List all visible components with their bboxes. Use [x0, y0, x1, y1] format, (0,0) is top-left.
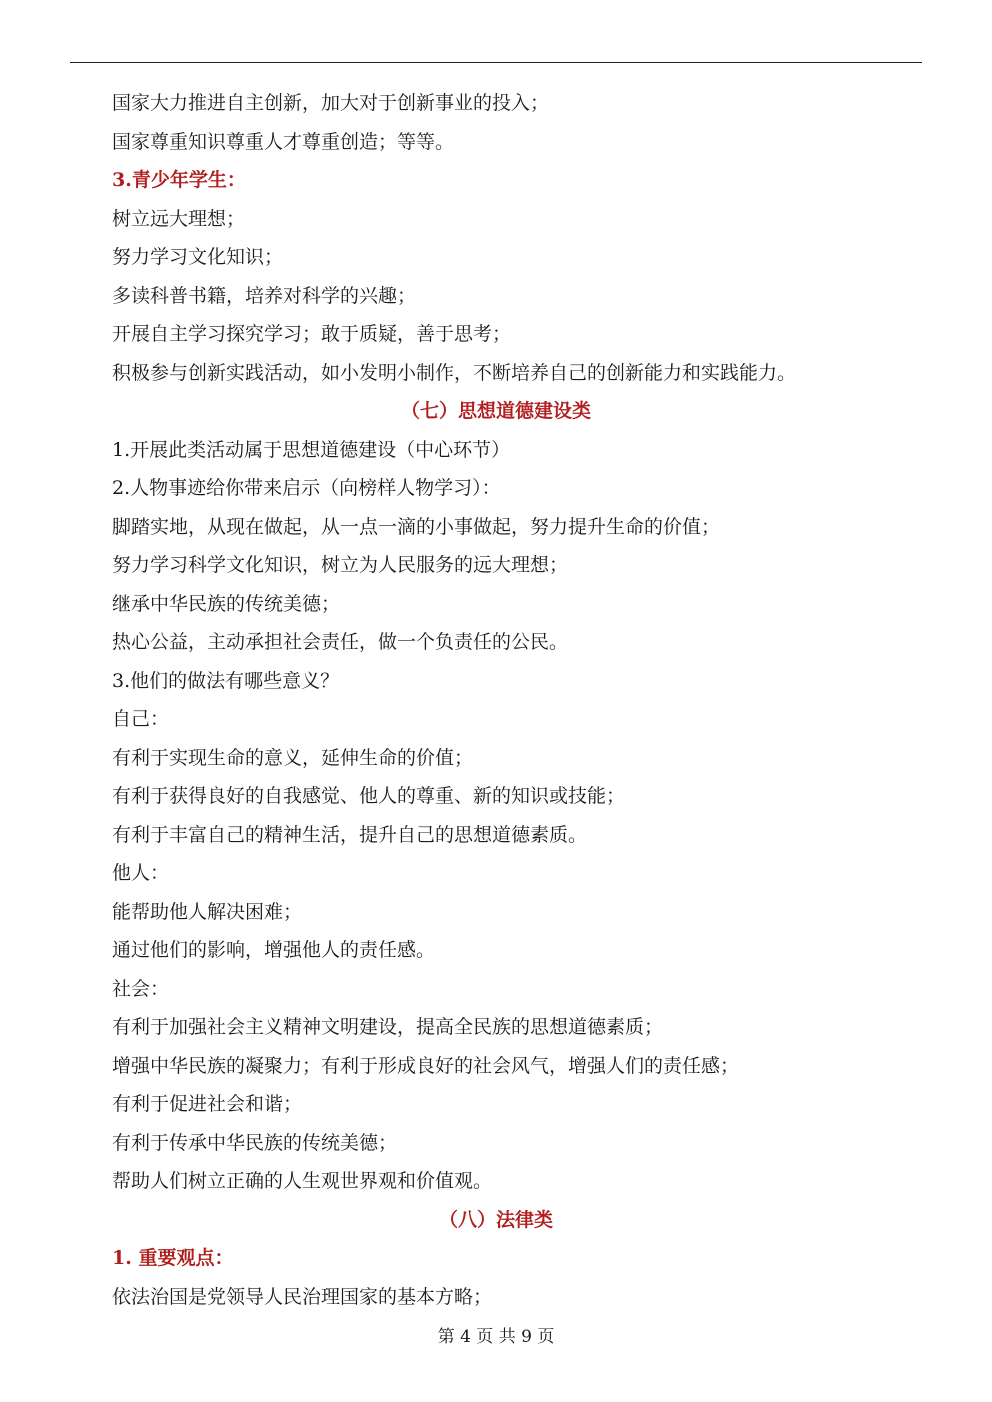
text-line: 有利于促进社会和谐；: [112, 1093, 303, 1115]
text-line: 1.开展此类活动属于思想道德建设（中心环节）: [112, 438, 511, 461]
text-line: 有利于丰富自己的精神生活，提升自己的思想道德素质。: [112, 823, 588, 846]
text-line: 社会：: [112, 977, 170, 1000]
header-rule: [70, 62, 922, 63]
text-line: 脚踏实地，从现在做起，从一点一滴的小事做起，努力提升生命的价值；: [112, 515, 721, 538]
text-line: 继承中华民族的传统美德；: [112, 592, 341, 615]
text-line: 积极参与创新实践活动，如小发明小制作，不断培养自己的创新能力和实践能力。: [112, 361, 797, 384]
text-line: 能帮助他人解决困难；: [112, 900, 303, 923]
text-line: 国家尊重知识尊重人才尊重创造；等等。: [112, 130, 455, 153]
text-line: 帮助人们树立正确的人生观世界观和价值观。: [112, 1170, 493, 1192]
text-line: 通过他们的影响，增强他人的责任感。: [112, 939, 436, 961]
text-line: 多读科普书籍，培养对科学的兴趣；: [112, 284, 417, 307]
text-line: 有利于加强社会主义精神文明建设，提高全民族的思想道德素质；: [112, 1016, 664, 1038]
text-line: 自己：: [112, 708, 170, 730]
text-line: 3.他们的做法有哪些意义？: [112, 669, 340, 692]
text-line: 增强中华民族的凝聚力；有利于形成良好的社会风气，增强人们的责任感；: [112, 1054, 740, 1077]
text-line: 开展自主学习探究学习；敢于质疑，善于思考；: [112, 323, 512, 345]
text-line: 2.人物事迹给你带来启示（向榜样人物学习）：: [112, 477, 501, 499]
text-line: 他人：: [112, 862, 170, 884]
text-line: 有利于实现生命的意义，延伸生命的价值；: [112, 746, 474, 769]
text-line: 热心公益，主动承担社会责任，做一个负责任的公民。: [112, 631, 569, 653]
page-number-footer: 第 4 页 共 9 页: [437, 1327, 555, 1347]
text-line: 努力学习科学文化知识，树立为人民服务的远大理想；: [112, 554, 569, 576]
subheading: 3.青少年学生：: [112, 169, 246, 191]
subheading: 1. 重要观点：: [112, 1247, 234, 1269]
section-title: （八）法律类: [438, 1208, 553, 1231]
text-line: 有利于传承中华民族的传统美德；: [112, 1131, 398, 1154]
page-content: [112, 84, 892, 1316]
text-line: 树立远大理想；: [112, 207, 246, 230]
text-line: 国家大力推进自主创新，加大对于创新事业的投入；: [112, 92, 550, 114]
text-line: 努力学习文化知识；: [112, 246, 284, 268]
text-line: 有利于获得良好的自我感觉、他人的尊重、新的知识或技能；: [112, 785, 626, 807]
section-title: （七）思想道德建设类: [400, 400, 591, 422]
text-line: 依法治国是党领导人民治理国家的基本方略；: [112, 1285, 493, 1308]
